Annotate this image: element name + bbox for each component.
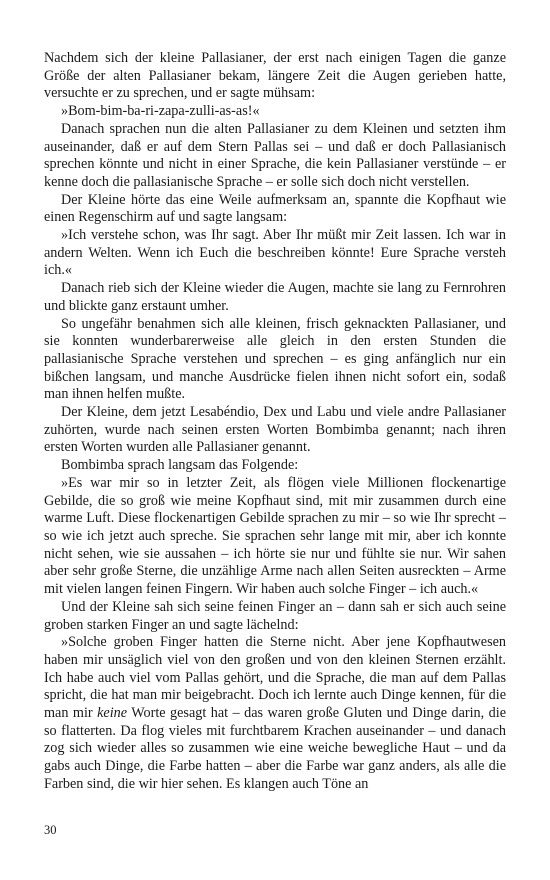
paragraph: Bombimba sprach langsam das Folgende: bbox=[61, 457, 299, 474]
paragraph: »Ich verstehe schon, was Ihr sagt. Aber Ihr müßt mir Zeit lassen. Ich war in andern Welten. Wenn ich Euch die beschreiben könnte! Eure Sprache versteh ich.« bbox=[44, 227, 506, 279]
paragraph: Danach rieb sich der Kleine wieder die Augen, machte sie lang zu Fernrohren und blickte ganz erstaunt umher. bbox=[44, 280, 506, 314]
paragraph: Und der Kleine sah sich seine feinen Finger an – dann sah er sich auch seine groben starken Finger an und sagte lächelnd: bbox=[44, 598, 506, 633]
paragraph: Danach sprachen nun die alten Pallasianer zu dem Kleinen und setzten ihm auseinander, daß er auf dem Stern Pallas sei – und daß er doch Pallasianisch sprechen könnte und nicht in einer Sprache, die kein Pallasianer verstünde – er kenne doch die pallasianische Sprache – er solle sich doch nicht verstellen. bbox=[44, 120, 506, 190]
paragraph-text-before-emphasis: »Solche groben Finger hatten die Sterne nicht. Aber jene Kopfhautwesen haben mir unsäglich viel von den großen und von den kleinen Sternen erzählt. Ich habe auch viel vom Pallas gehört, und die Sprache, die man auf dem Pallas spricht, die hat man mir beigebracht. Doch ich lernte auch Dinge kennen, für die man mir bbox=[44, 634, 506, 722]
paragraph: »Bom-bim-ba-ri-zapa-zulli-as-as!« bbox=[61, 103, 260, 120]
paragraph: Der Kleine hörte das eine Weile aufmerksam an, spannte die Kopfhaut wie einen Regenschirm auf und sagte langsam: bbox=[44, 191, 506, 226]
paragraph: So ungefähr benahmen sich alle kleinen, frisch geknackten Pallasianer, und sie konnten wunderbarerweise alle gleich in den ersten Stunden die pallasianische Sprache verstehen und sprechen – es ging anfänglich nur ein bißchen langsam, und manche Ausdrücke fielen ihnen nicht sofort ein, sodaß man ihnen helfen mußte. bbox=[44, 315, 506, 403]
book-page bbox=[44, 50, 506, 830]
page-number: 30 bbox=[44, 823, 57, 837]
emphasized-word: keine bbox=[97, 705, 128, 722]
paragraph: »Es war mir so in letzter Zeit, als flögen viele Millionen flockenartige Gebilde, die so groß wie meine Kopfhaut sind, mit mir zusammen durch eine warme Luft. Diese flockenartigen Gebilde sprachen zu mir – so wie Ihr sprecht – so wie ich jetzt auch spreche. Sie sprachen sehr lange mit mir, aber ich konnte nicht sehen, wie sie aussahen – ich hörte sie nur und fühlte sie nur. Wir sahen aber sehr große Sterne, die unzählige Arme nach allen Seiten ausreckten – Arme mit vielen langen feinen Fingern. Wir haben auch solche Finger – ich auch.« bbox=[44, 474, 506, 598]
paragraph: Nachdem sich der kleine Pallasianer, der erst nach einigen Tagen die ganze Größe der alten Pallasianer bekam, längere Zeit die Augen gerieben hatte, versuchte er zu sprechen, und er sagte mühsam: bbox=[44, 50, 506, 102]
paragraph bbox=[44, 634, 506, 793]
paragraph-text-after-emphasis: Worte gesagt hat – das waren große Gluten und Dinge darin, die so flatterten. Da flog vieles mit furchtbarem Krachen auseinander – und danach zog sich wieder alles so zusammen wie eine weiche bewegliche Haut – und da gabs auch Dinge, die Farbe hatten – aber die Farbe war ganz anders, als alle die Farben sind, die wir hier sehen. Es klangen auch Töne an bbox=[44, 705, 506, 792]
paragraph: Der Kleine, dem jetzt Lesabéndio, Dex und Labu und viele andre Pallasianer zuhörten, wurde nach seinen ersten Worten Bombimba genannt; nach ihren ersten Worten wurden alle Pallasianer genannt. bbox=[44, 404, 506, 456]
